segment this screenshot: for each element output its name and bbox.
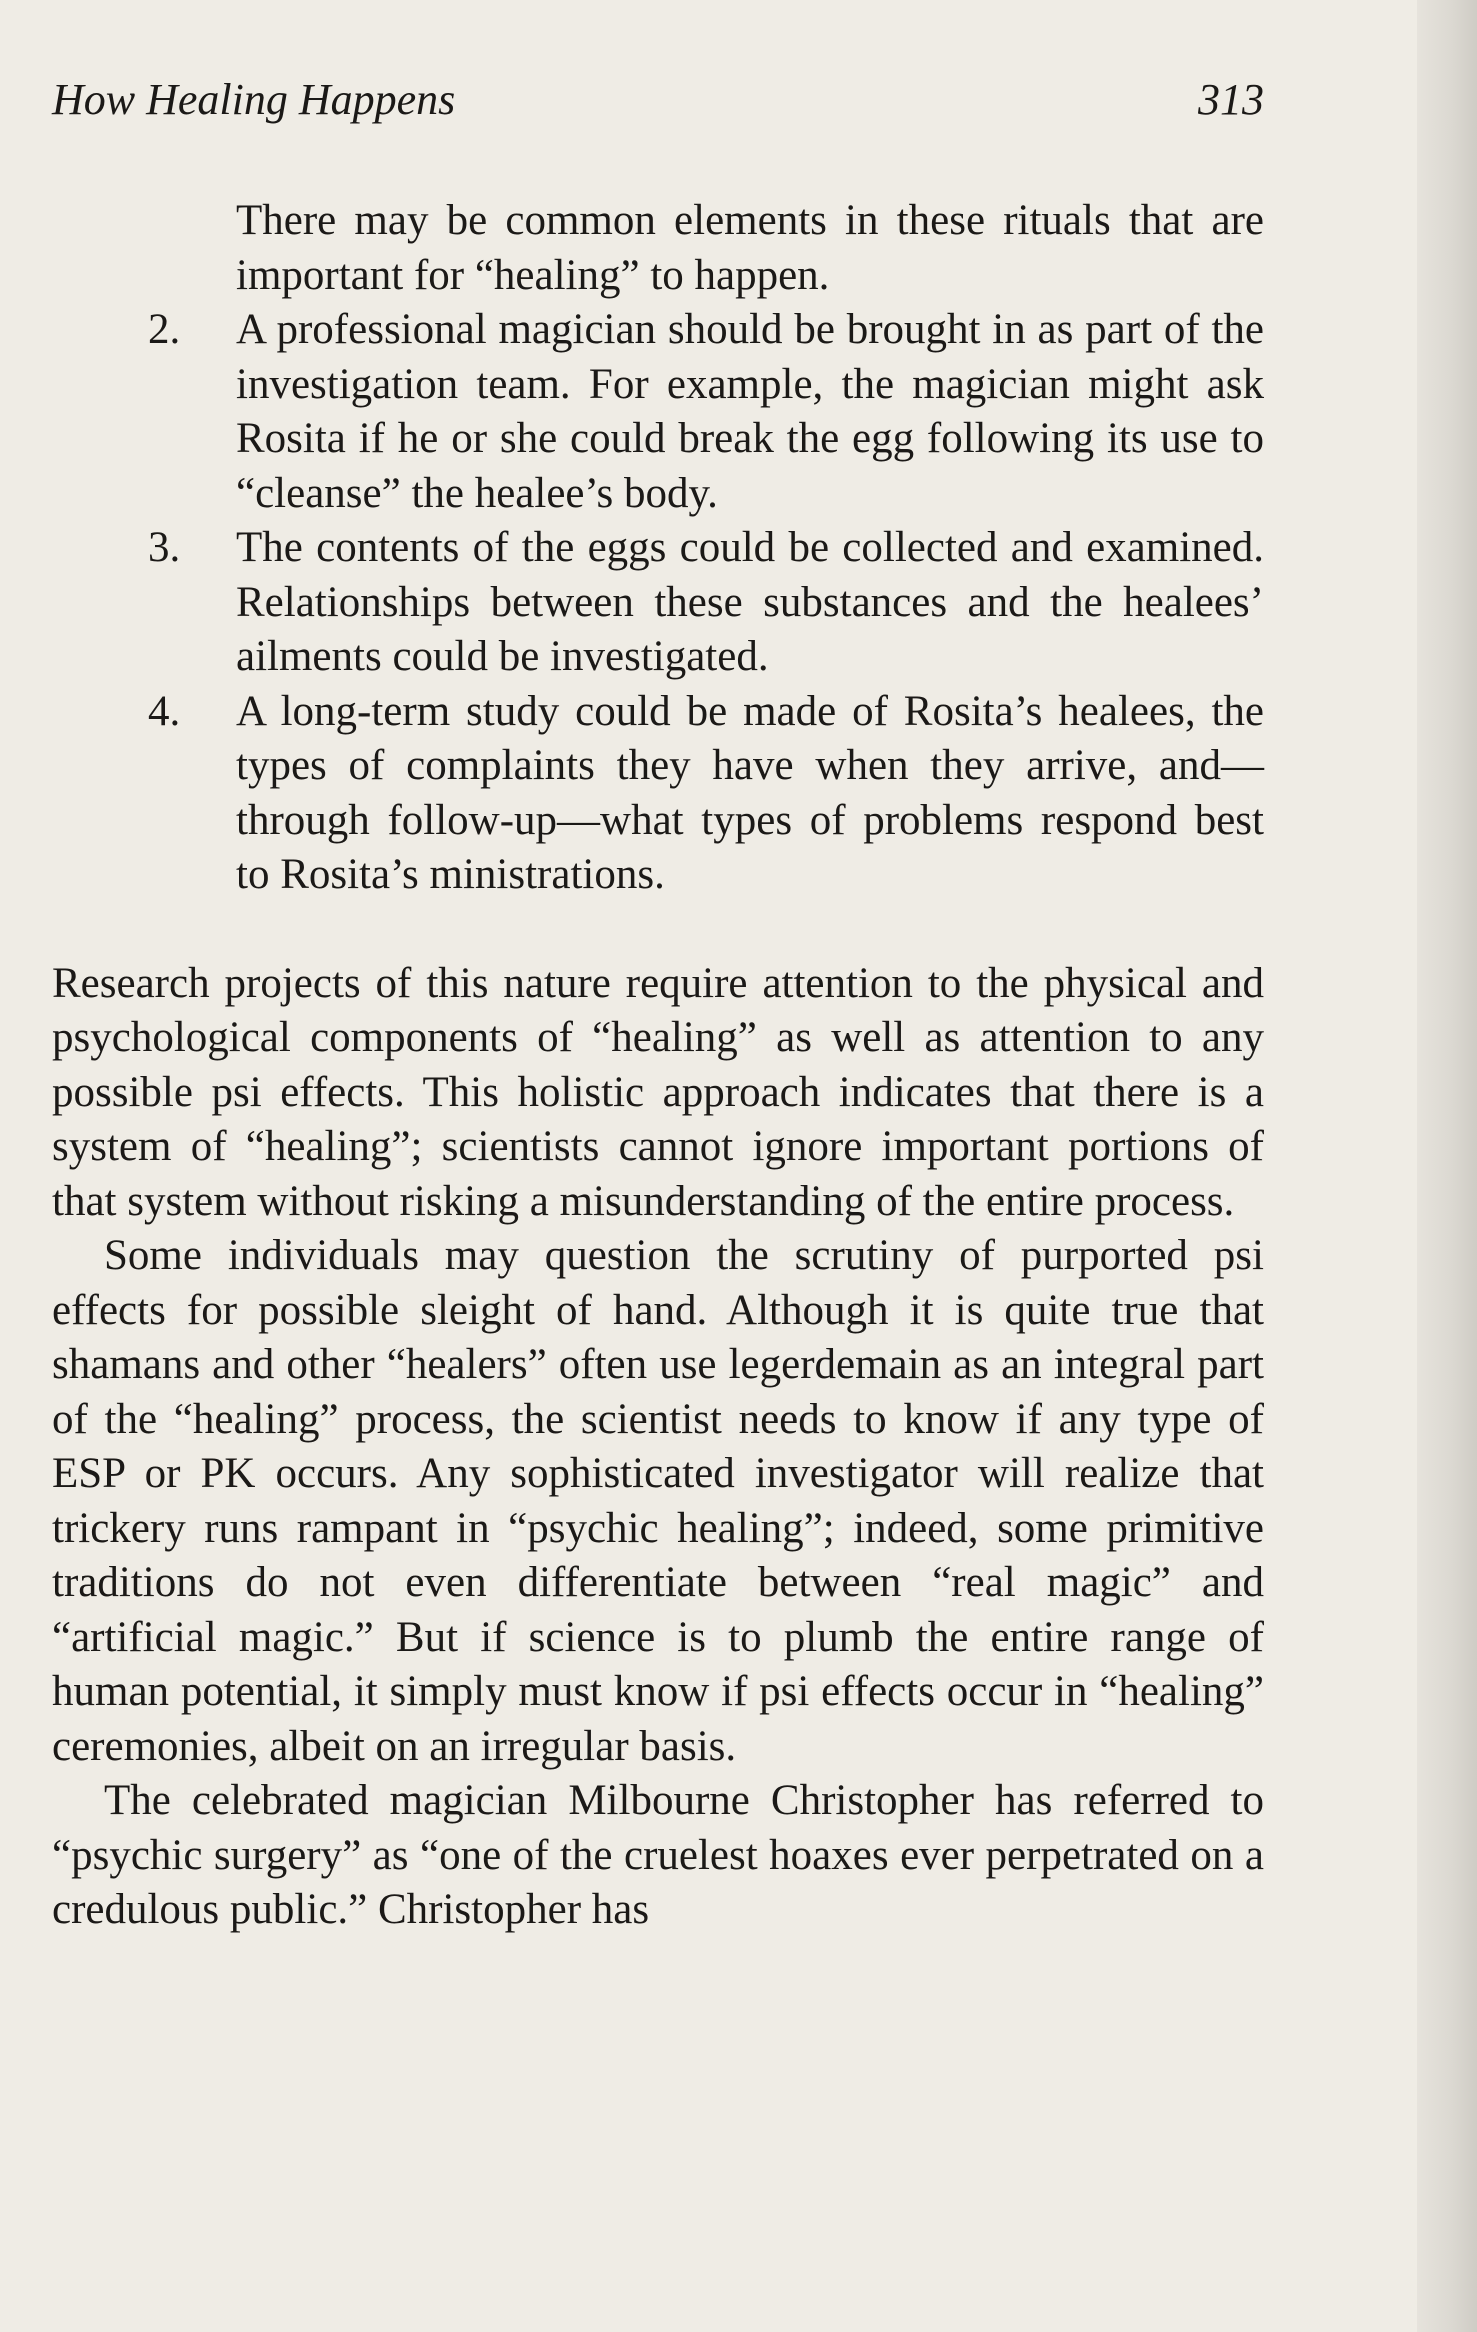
page-number: 313 <box>1198 75 1264 124</box>
paragraph: Some individuals may question the scrutiny of purported psi effects for possible sleight of hand. Although it is quite true that shamans and other “healers” often use legerdemain as an integral part of the “healing” process, the scientist needs to know if any type of ESP or PK occurs. Any sophisticated investigator will realize that trickery runs rampant in “psychic healing”; indeed, some primitive traditions do not even differentiate between “real magic” and “artificial magic.” But if science is to plumb the entire range of human potential, it simply must know if psi effects occur in “healing” ceremonies, albeit on an irregular basis. <box>52 1232 1264 1770</box>
list-item <box>52 685 1264 903</box>
running-head <box>52 70 1264 130</box>
chapter-title: How Healing Happens <box>52 75 456 124</box>
list-item-text: The contents of the eggs could be collected and examined. Relationships between these substances and the healees’ ailments could be investigated. <box>236 524 1264 680</box>
paragraph: Research projects of this nature require attention to the physical and psychological components of “healing” as well as attention to any possible psi effects. This holistic approach indicates that there is a system of “healing”; scientists cannot ignore important portions of that system without risking a misunderstanding of the entire process. <box>52 959 1264 1225</box>
numbered-list <box>52 194 1264 903</box>
text-block <box>52 194 1264 1938</box>
list-item-text: There may be common elements in these rituals that are important for “healing” to happen. <box>236 197 1264 299</box>
paragraph: The celebrated magician Milbourne Christopher has referred to “psychic surgery” as “one of the cruelest hoaxes ever perpetrated on a credulous public.” Christopher has <box>52 1777 1264 1933</box>
list-item-number: 2. <box>148 306 181 353</box>
page-edge-shadow <box>1417 0 1477 2332</box>
list-item-text: A professional magician should be brought in as part of the investigation team. For example, the magician might ask Rosita if he or she could break the egg following its use to “cleanse” the healee’s body. <box>236 306 1264 517</box>
list-item-number: 3. <box>148 524 181 571</box>
list-item <box>52 303 1264 521</box>
list-item <box>52 521 1264 685</box>
list-item-continuation <box>52 194 1264 303</box>
list-item-number: 4. <box>148 687 181 735</box>
list-item-text: A long-term study could be made of Rosita’s healees, the types of complaints they have when they arrive, and—through follow-up—what types of problems respond best to Rosita’s ministrations. <box>236 687 1264 898</box>
